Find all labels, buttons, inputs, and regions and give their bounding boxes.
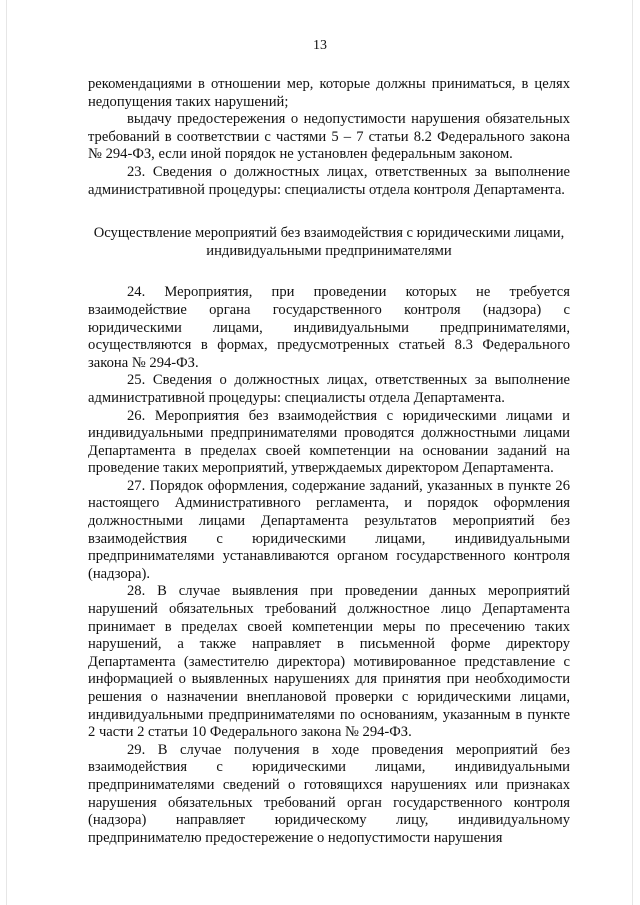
page-number: 13 bbox=[313, 38, 327, 53]
paragraph-23: 23. Сведения о должностных лицах, ответственных за выполнение административной процедуры: специалисты отдела контроля Департамента. bbox=[88, 163, 570, 198]
paragraph-29: 29. В случае получения в ходе проведения мероприятий без взаимодействия с юридическими лицами, индивидуальными предпринимателями сведений о готовящихся нарушениях или признаках нарушения обязательных требований орган государственного контроля (надзора) направляет юридическому лицу, индивидуальному предпринимателю предостережение о недопустимости нарушения bbox=[88, 741, 570, 846]
paragraph-continuation: рекомендациями в отношении мер, которые должны приниматься, в целях недопущения таких нарушений; bbox=[88, 76, 570, 110]
paragraph-27: 27. Порядок оформления, содержание заданий, указанных в пункте 26 настоящего Административного регламента, и порядок оформления должностными лицами Департамента результатов мероприятий без взаимодействия с юридическими лицами, индивидуальными предпринимателями устанавливаются органом государственного контроля (надзора). bbox=[88, 477, 570, 582]
paragraph-28: 28. В случае выявления при проведении данных мероприятий нарушений обязательных требований должностное лицо Департамента принимает в пределах своей компетенции меры по пресечению таких нарушений, а также направляет в письменной форме директору Департамента (заместителю директора) мотивированное представление с информацией о выявленных нарушениях для принятия при необходимости решения о назначении внеплановой проверки с юридическими лицами, индивидуальными предпринимателями по основаниям, указанным в пункте 2 части 2 статьи 10 Федерального закона № 294-ФЗ. bbox=[88, 583, 570, 741]
paragraph-24: 24. Мероприятия, при проведении которых не требуется взаимодействие органа государственного контроля (надзора) с юридическими лицами, индивидуальными предпринимателями, осуществляются в формах, предусмотренных статьей 8.3 Федерального закона № 294-ФЗ. bbox=[88, 284, 570, 371]
paragraph-25: 25. Сведения о должностных лицах, ответственных за выполнение административной процедуры: специалисты отдела Департамента. bbox=[88, 372, 570, 406]
section-heading: Осуществление мероприятий без взаимодействия с юридическими лицами, индивидуальными предпринимателями bbox=[93, 225, 565, 259]
scan-edge-right bbox=[632, 0, 633, 905]
paragraph-26: 26. Мероприятия без взаимодействия с юридическими лицами и индивидуальными предпринимателями проводятся должностными лицами Департамента в пределах своей компетенции на основании заданий на проведение таких мероприятий, утверждаемых директором Департамента. bbox=[88, 407, 570, 477]
scan-edge-left bbox=[6, 0, 7, 905]
paragraph-warning: выдачу предостережения о недопустимости нарушения обязательных требований в соответствии с частями 5 – 7 статьи 8.2 Федерального закона № 294-ФЗ, если иной порядок не установлен федеральным законом. bbox=[88, 111, 570, 163]
document-body bbox=[88, 76, 570, 847]
